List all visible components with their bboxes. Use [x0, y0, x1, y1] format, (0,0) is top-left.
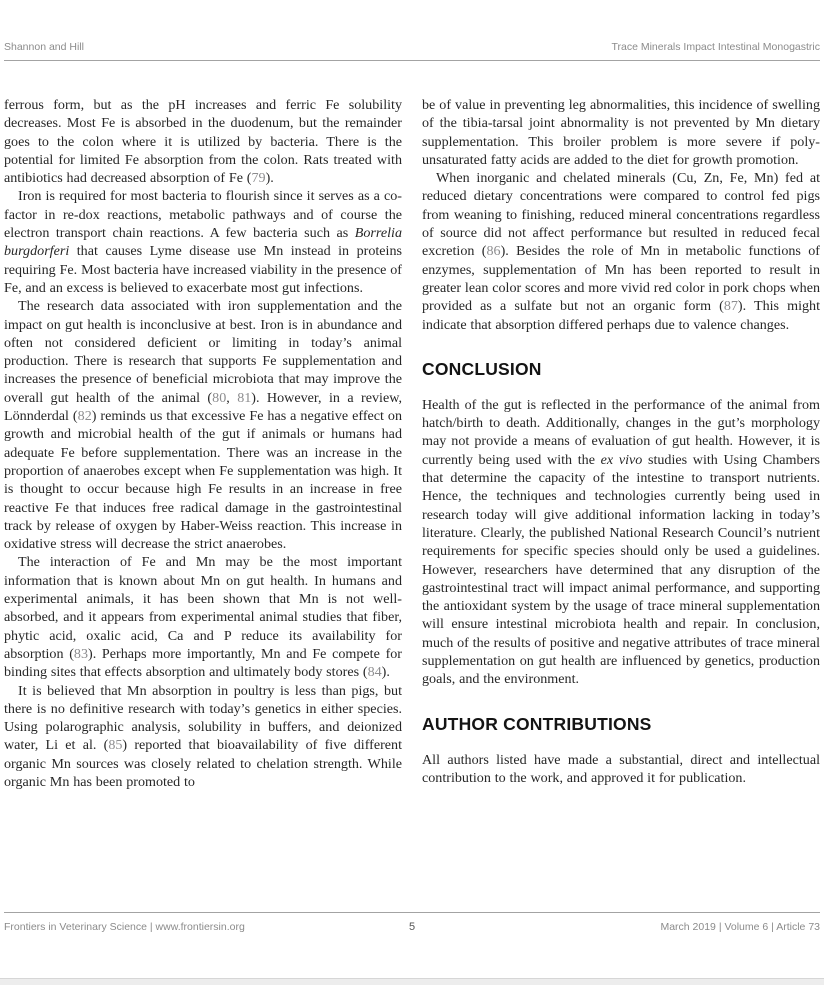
article-body [4, 96, 820, 791]
column-left [4, 96, 402, 791]
running-head-authors: Shannon and Hill [4, 41, 84, 53]
body-paragraph: Iron is required for most bacteria to flourish since it serves as a co-factor in re-dox reactions, metabolic pathways and of course the electron transport chain reactions. A few bacteria such as Borrelia burgdorferi that causes Lyme disease use Mn instead in proteins requiring Fe. Most bacteria have increased viability in the presence of Fe, and an excess is believed to exacerbate most gut infections. [4, 188, 402, 296]
page-footer [4, 912, 820, 933]
body-paragraph: When inorganic and chelated minerals (Cu, Zn, Fe, Mn) fed at reduced dietary concentrations were compared to control fed pigs from weaning to finishing, reduced mineral concentrations regardless of source did not affect performance but resulted in reduced fecal excretion (86). Besides the role of Mn in metabolic functions of enzymes, supplementation of Mn has been reported to result in greater lean color scores and more vivid red color in pork chops when provided as a sulfate but not an organic form (87). This might indicate that absorption differed perhaps due to valence changes. [422, 170, 820, 333]
citation-link[interactable]: 83 [73, 645, 88, 662]
citation-link[interactable]: 82 [77, 408, 92, 425]
running-head [4, 0, 820, 61]
body-paragraph: ferrous form, but as the pH increases and ferric Fe solubility decreases. Most Fe is absorbed in the duodenum, but the remainder goes to the colon where it is utilized by bacteria. There is the potential for limited Fe absorption from the colon. Rats treated with antibiotics had decreased absorption of Fe (79). [4, 97, 402, 187]
italic-text: ex vivo [600, 451, 643, 468]
citation-link[interactable]: 79 [251, 170, 266, 187]
citation-link[interactable]: 81 [237, 389, 252, 406]
body-paragraph: The research data associated with iron supplementation and the impact on gut health is inconclusive at best. Iron is in abundance and often not considered deficient or limiting in today’s animal production. There is research that supports Fe supplementation and increases the presence of beneficial microbiota that may improve the overall gut health of the animal (80, 81). However, in a review, Lönnderdal (82) reminds us that excessive Fe has a negative effect on growth and microbial health of the gut if animals or humans had adequate Fe before supplementation. There was an increase in the proportion of anaerobes except when Fe supplementation was high. It is thought to occur because high Fe results in an increase in free reactive Fe that induces free radical damage in the gastrointestinal track by release of oxygen by Haber-Weiss reaction. This increase in oxidative stress will decrease the strict anaerobes. [4, 298, 402, 553]
issue-info: March 2019 | Volume 6 | Article 73 [660, 921, 820, 933]
journal-name: Frontiers in Veterinary Science | www.frontiersin.org [4, 921, 245, 933]
body-paragraph: The interaction of Fe and Mn may be the most important information that is known about Mn on gut health. In humans and experimental animals, it has been shown that Mn is not well-absorbed, and it appears from experimental animal studies that fiber, phytic acid, oxalic acid, Ca and P reduce its availability for absorption (83). Perhaps more importantly, Mn and Fe compete for binding sites that effects absorption and ultimately body stores (84). [4, 554, 402, 681]
running-head-title: Trace Minerals Impact Intestinal Monogastric [611, 41, 820, 53]
page-bottom-edge [0, 978, 824, 985]
italic-text: Borrelia burgdorferi [4, 225, 402, 260]
column-right [422, 96, 820, 791]
section-heading-conclusion: CONCLUSION [422, 358, 542, 379]
citation-link[interactable]: 85 [108, 737, 123, 754]
body-paragraph: All authors listed have made a substantial, direct and intellectual contribution to the work, and approved it for publication. [422, 751, 820, 786]
body-paragraph: Health of the gut is reflected in the performance of the animal from hatch/birth to death. Additionally, changes in the gut’s morphology may not provide a means of evaluation of gut health. However, it is currently being used with the ex vivo studies with Using Chambers that determine the capacity of the intestine to transport nutrients. Hence, the techniques and technologies currently being used in research today will give additional information lacking in today’s literature. Clearly, the published National Research Council’s nutrient requirements for specific species should only be used a guidelines. However, researchers have determined that any disruption of the gastrointestinal tract will impact animal performance, and supporting the antioxidant system by the usage of trace mineral supplementation will ensure intestinal microbiota health and repair. In conclusion, much of the results of positive and negative attributes of trace mineral supplementation on gut health are influenced by genetics, production goals, and the environment. [422, 396, 820, 688]
section-heading-author-contributions: AUTHOR CONTRIBUTIONS [422, 713, 652, 734]
citation-link[interactable]: 87 [723, 298, 738, 315]
citation-link[interactable]: 84 [367, 664, 382, 681]
citation-link[interactable]: 80 [212, 389, 227, 406]
citation-link[interactable]: 86 [486, 243, 501, 260]
body-paragraph: It is believed that Mn absorption in poultry is less than pigs, but there is no definitive research with today’s genetics in either species. Using polarographic analysis, solubility in buffers, and deionized water, Li et al. (85) reported that bioavailability of five different organic Mn sources was closely related to chelation strength. While organic Mn has been promoted to [4, 682, 403, 790]
body-paragraph: be of value in preventing leg abnormalities, this incidence of swelling of the tibia-tarsal joint abnormality is not prevented by Mn dietary supplementation. This broiler problem is more severe if poly-unsaturated fatty acids are added to the diet for growth promotion. [422, 97, 820, 168]
page-number: 5 [408, 921, 416, 933]
